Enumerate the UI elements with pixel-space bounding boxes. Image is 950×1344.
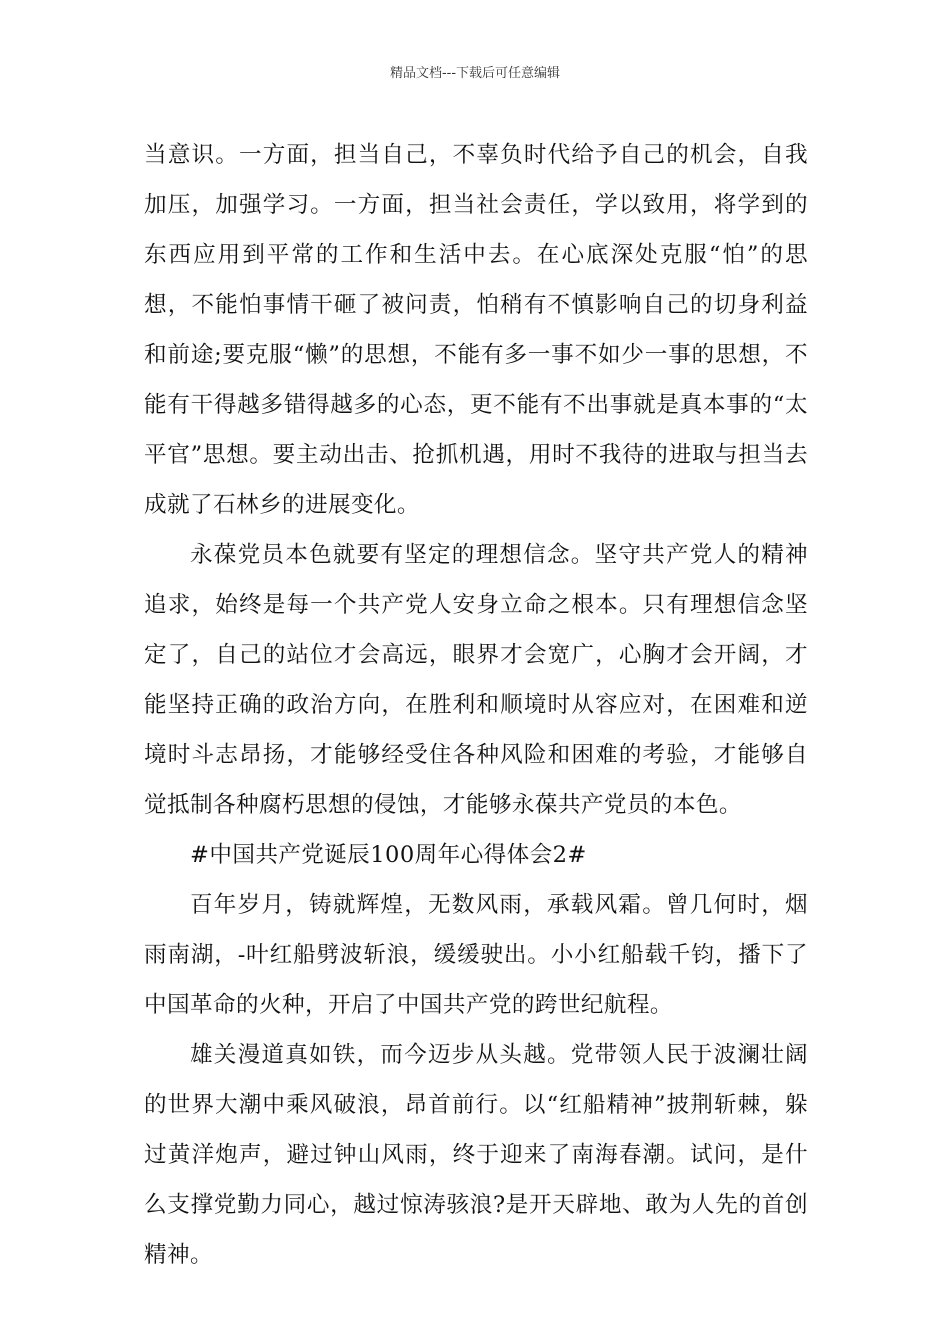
section-heading: #中国共产党诞辰100周年心得体会2#: [190, 842, 587, 868]
paragraph-4: 雄关漫道真如铁，而今迈步从头越。党带领人民于波澜壮阔的世界大潮中乘风破浪，昂首前行。以“红船精神”披荆斩棘，躲过黄洋炮声，避过钟山风雨，终于迎来了南海春潮。试问，是什么支撑党勤力同心，越过惊涛骇浪?是开天辟地、敢为人先的首创精神。: [144, 1042, 808, 1268]
document-body: [144, 130, 808, 1280]
page-header: 精品文档---下载后可任意编辑: [389, 66, 561, 81]
paragraph-2: 永葆党员本色就要有坚定的理想信念。坚守共产党人的精神追求，始终是每一个共产党人安身立命之根本。只有理想信念坚定了，自己的站位才会高远，眼界才会宽广，心胸才会开阔，才能坚持正确的政治方向，在胜利和顺境时从容应对，在困难和逆境时斗志昂扬，才能够经受住各种风险和困难的考验，才能够自觉抵制各种腐朽思想的侵蚀，才能够永葆共产党员的本色。: [144, 542, 808, 818]
paragraph-3: 百年岁月，铸就辉煌，无数风雨，承载风霜。曾几何时，烟雨南湖，-叶红船劈波斩浪，缓缓驶出。小小红船载千钧，播下了中国革命的火种，开启了中国共产党的跨世纪航程。: [144, 892, 808, 1018]
paragraph-1: 当意识。一方面，担当自己，不辜负时代给予自己的机会，自我加压，加强学习。一方面，担当社会责任，学以致用，将学到的东西应用到平常的工作和生活中去。在心底深处克服“怕”的思想，不能怕事情干砸了被问责，怕稍有不慎影响自己的切身利益和前途;要克服“懒”的思想，不能有多一事不如少一事的思想，不能有干得越多错得越多的心态，更不能有不出事就是真本事的“太平官”思想。要主动出击、抢抓机遇，用时不我待的进取与担当去成就了石林乡的进展变化。: [144, 142, 808, 518]
